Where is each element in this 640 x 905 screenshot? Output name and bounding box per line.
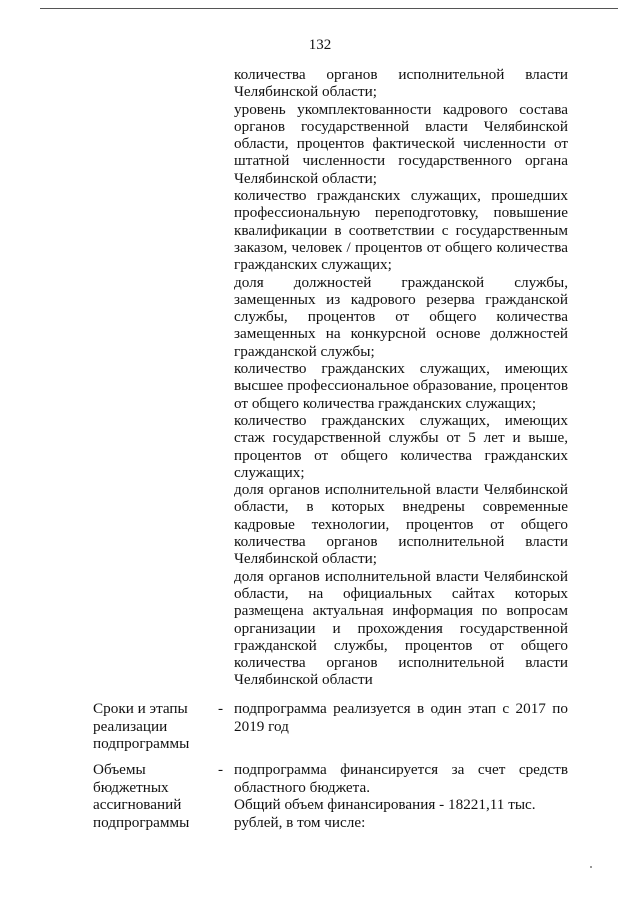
indicators-list [234, 66, 568, 689]
indicator-line: гражданских служащих; [234, 256, 392, 274]
indicator-line: области, в которых внедрены современные [234, 498, 568, 516]
indicator-line: квалификации в соответствии с государственным [234, 221, 568, 239]
row-label-line: Объемы [93, 761, 146, 778]
row-label-line: ассигнований [93, 796, 182, 814]
row-text-terms [234, 700, 568, 735]
indicator-item [234, 412, 568, 481]
indicator-line: профессиональную переподготовку, повышение [234, 204, 568, 222]
row-text-budget [234, 761, 568, 831]
row-label-line: бюджетных [93, 778, 169, 796]
indicator-line: доля органов исполнительной власти Челябинской [234, 481, 568, 499]
indicator-item [234, 66, 568, 101]
row-label-budget [93, 761, 208, 831]
indicator-line: количества органов исполнительной власти [234, 654, 568, 672]
indicator-line: Челябинской области; [234, 83, 378, 101]
indicator-item [234, 101, 568, 187]
row-text-line: рублей, в том числе: [234, 813, 366, 831]
indicator-line: области, процентов фактической численности от [234, 135, 568, 153]
indicator-line: службы, процентов от общего количества [234, 308, 568, 326]
row-label-line: подпрограммы [93, 735, 190, 753]
indicator-item [234, 187, 568, 273]
row-label-line: подпрограммы [93, 813, 190, 831]
indicator-item [234, 481, 568, 567]
indicator-line: служащих; [234, 463, 305, 481]
page-number: 132 [308, 37, 332, 53]
indicator-line: Челябинской области; [234, 550, 378, 568]
indicator-line: Челябинской области [234, 671, 373, 689]
indicator-line: количество гражданских служащих, имеющих [234, 411, 568, 429]
row-label-line: Сроки и этапы [93, 700, 188, 717]
indicator-line: гражданской службы; [234, 342, 375, 360]
indicator-item [234, 360, 568, 412]
indicator-line: органов государственной власти Челябинской [234, 117, 568, 135]
indicator-line: Челябинской области; [234, 169, 378, 187]
row-text-line: Общий объем финансирования - 18221,11 тыс. [234, 796, 536, 814]
indicator-line: количества органов исполнительной власти [234, 533, 568, 551]
top-rule [40, 8, 618, 9]
row-dash-budget: - [218, 761, 224, 778]
indicator-line: размещена актуальная информация по вопросам [234, 602, 568, 620]
indicator-line: количества органов исполнительной власти [234, 66, 568, 83]
indicator-line: доля органов исполнительной власти Челябинской [234, 567, 568, 585]
row-text-line: 2019 год [234, 717, 289, 735]
indicator-line: уровень укомплектованности кадрового состава [234, 100, 568, 118]
row-text-line: подпрограмма финансируется за счет средств [234, 761, 568, 778]
indicator-line: количество гражданских служащих, прошедших [234, 187, 568, 205]
scan-speck [590, 866, 592, 868]
row-text-line: областного бюджета. [234, 778, 371, 796]
indicator-line: штатной численности государственного органа [234, 152, 568, 170]
indicator-line: высшее профессиональное образование, процентов [234, 377, 568, 395]
indicator-item [234, 274, 568, 360]
indicator-line: заказом, человек / процентов от общего количества [234, 238, 568, 256]
indicator-line: процентов от общего количества гражданских [234, 446, 568, 464]
indicator-line: количество гражданских служащих, имеющих [234, 360, 568, 378]
indicator-line: кадровые технологии, процентов от общего [234, 515, 568, 533]
row-label-line: реализации [93, 717, 168, 735]
indicator-line: гражданской службы, процентов от общего [234, 636, 568, 654]
row-text-line: подпрограмма реализуется в один этап с 2017 по [234, 700, 568, 717]
indicator-line: замещенных из кадрового резерва гражданской [234, 290, 568, 308]
row-dash-terms: - [218, 700, 224, 717]
indicator-line: от общего количества гражданских служащих; [234, 394, 537, 412]
indicator-line: замещенных на конкурсной основе должностей [234, 325, 568, 343]
row-label-terms [93, 700, 208, 753]
indicator-line: области, на официальных сайтах которых [234, 584, 568, 602]
indicator-line: организации и прохождения государственной [234, 619, 568, 637]
indicator-line: доля должностей гражданской службы, [234, 273, 568, 291]
indicator-item [234, 568, 568, 689]
indicator-line: стаж государственной службы от 5 лет и выше, [234, 429, 568, 447]
